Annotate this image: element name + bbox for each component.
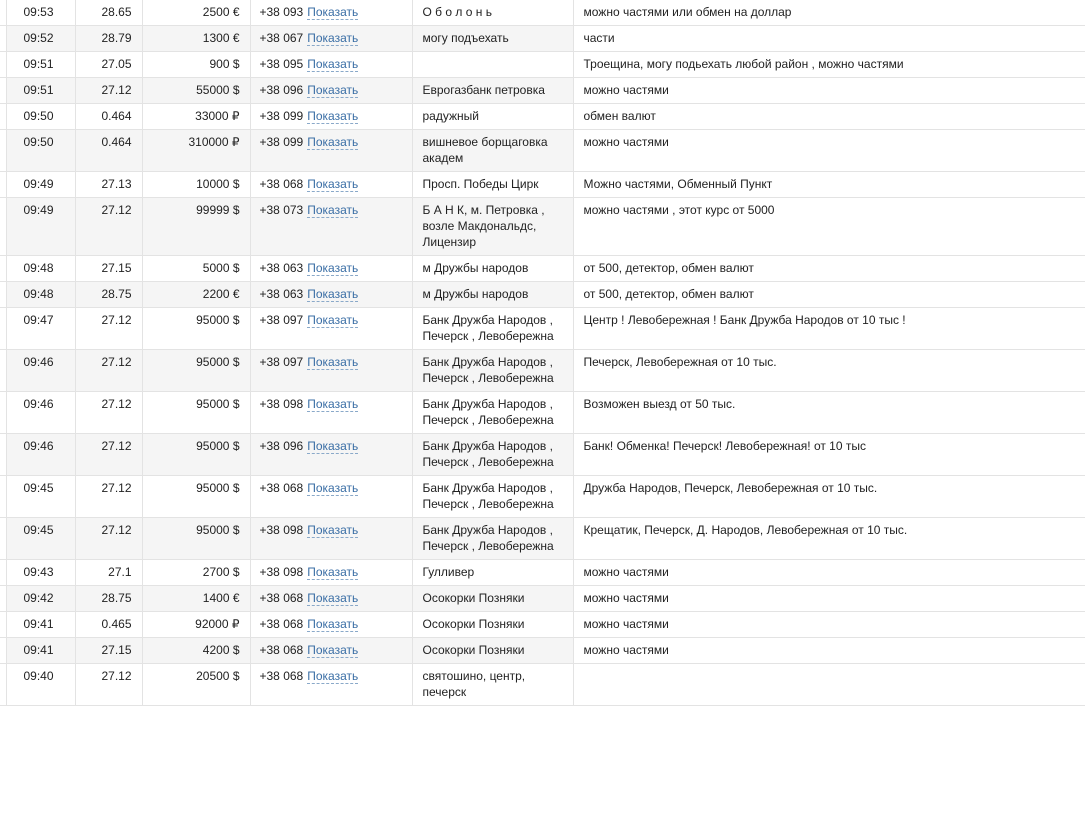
location-cell: могу подъехать bbox=[412, 26, 573, 52]
location-cell: Осокорки Позняки bbox=[412, 586, 573, 612]
phone-prefix: +38 068 bbox=[259, 481, 304, 495]
note-cell: Крещатик, Печерск, Д. Народов, Левобережная от 10 тыс. bbox=[573, 518, 1085, 560]
amount-cell: 10000 $ bbox=[142, 172, 250, 198]
rate-cell: 27.15 bbox=[75, 638, 142, 664]
phone-prefix: +38 068 bbox=[259, 669, 304, 683]
time-cell: 09:52 bbox=[6, 26, 75, 52]
table-row bbox=[0, 518, 1085, 560]
note-cell: можно частями bbox=[573, 612, 1085, 638]
rate-cell: 27.13 bbox=[75, 172, 142, 198]
table-row bbox=[0, 282, 1085, 308]
phone-prefix: +38 096 bbox=[259, 83, 304, 97]
amount-cell: 92000 ₽ bbox=[142, 612, 250, 638]
phone-prefix: +38 068 bbox=[259, 643, 304, 657]
note-cell: от 500, детектор, обмен валют bbox=[573, 256, 1085, 282]
location-cell: Банк Дружба Народов , Печерск , Левобережна bbox=[412, 434, 573, 476]
note-cell: Можно частями, Обменный Пункт bbox=[573, 172, 1085, 198]
table-row bbox=[0, 664, 1085, 706]
table-row bbox=[0, 638, 1085, 664]
time-cell: 09:41 bbox=[6, 612, 75, 638]
table-row bbox=[0, 476, 1085, 518]
table-row bbox=[0, 172, 1085, 198]
show-phone-link[interactable]: Показать bbox=[307, 203, 359, 217]
rate-cell: 27.05 bbox=[75, 52, 142, 78]
location-cell: Просп. Победы Цирк bbox=[412, 172, 573, 198]
phone-cell bbox=[250, 560, 412, 586]
note-cell: части bbox=[573, 26, 1085, 52]
phone-cell bbox=[250, 198, 412, 256]
amount-cell: 95000 $ bbox=[142, 350, 250, 392]
phone-cell bbox=[250, 392, 412, 434]
location-cell: Банк Дружба Народов , Печерск , Левобережна bbox=[412, 392, 573, 434]
location-cell: Банк Дружба Народов , Печерск , Левобережна bbox=[412, 308, 573, 350]
time-cell: 09:43 bbox=[6, 560, 75, 586]
phone-prefix: +38 068 bbox=[259, 617, 304, 631]
amount-cell: 2700 $ bbox=[142, 560, 250, 586]
rate-cell: 0.464 bbox=[75, 104, 142, 130]
table-row bbox=[0, 586, 1085, 612]
time-cell: 09:50 bbox=[6, 104, 75, 130]
note-cell bbox=[573, 664, 1085, 706]
phone-prefix: +38 097 bbox=[259, 355, 304, 369]
location-cell: Гулливер bbox=[412, 560, 573, 586]
table-row bbox=[0, 612, 1085, 638]
time-cell: 09:48 bbox=[6, 256, 75, 282]
rate-cell: 27.12 bbox=[75, 392, 142, 434]
amount-cell: 95000 $ bbox=[142, 434, 250, 476]
rate-cell: 0.464 bbox=[75, 130, 142, 172]
table-row bbox=[0, 198, 1085, 256]
time-cell: 09:46 bbox=[6, 392, 75, 434]
location-cell: О б о л о н ь bbox=[412, 0, 573, 26]
show-phone-link[interactable]: Показать bbox=[307, 643, 359, 657]
note-cell: можно частями bbox=[573, 78, 1085, 104]
time-cell: 09:46 bbox=[6, 350, 75, 392]
phone-prefix: +38 068 bbox=[259, 177, 304, 191]
note-cell: можно частями bbox=[573, 586, 1085, 612]
phone-prefix: +38 073 bbox=[259, 203, 304, 217]
time-cell: 09:49 bbox=[6, 198, 75, 256]
time-cell: 09:48 bbox=[6, 282, 75, 308]
note-cell: Печерск, Левобережная от 10 тыс. bbox=[573, 350, 1085, 392]
location-cell: радужный bbox=[412, 104, 573, 130]
table-row bbox=[0, 104, 1085, 130]
table-row bbox=[0, 560, 1085, 586]
rate-cell: 27.12 bbox=[75, 434, 142, 476]
show-phone-link[interactable]: Показать bbox=[307, 287, 359, 301]
amount-cell: 1300 € bbox=[142, 26, 250, 52]
phone-cell bbox=[250, 308, 412, 350]
location-cell: Осокорки Позняки bbox=[412, 612, 573, 638]
location-cell bbox=[412, 52, 573, 78]
table-row bbox=[0, 0, 1085, 26]
phone-prefix: +38 068 bbox=[259, 591, 304, 605]
show-phone-link[interactable]: Показать bbox=[307, 397, 359, 411]
time-cell: 09:40 bbox=[6, 664, 75, 706]
phone-prefix: +38 098 bbox=[259, 565, 304, 579]
amount-cell: 95000 $ bbox=[142, 476, 250, 518]
rate-cell: 28.75 bbox=[75, 586, 142, 612]
phone-cell bbox=[250, 282, 412, 308]
phone-cell bbox=[250, 0, 412, 26]
show-phone-link[interactable]: Показать bbox=[307, 57, 359, 71]
amount-cell: 95000 $ bbox=[142, 518, 250, 560]
rate-cell: 27.12 bbox=[75, 308, 142, 350]
note-cell: Банк! Обменка! Печерск! Левобережная! от 10 тыс bbox=[573, 434, 1085, 476]
phone-cell bbox=[250, 664, 412, 706]
phone-cell bbox=[250, 586, 412, 612]
amount-cell: 2500 € bbox=[142, 0, 250, 26]
phone-prefix: +38 063 bbox=[259, 287, 304, 301]
show-phone-link[interactable]: Показать bbox=[307, 565, 359, 579]
note-cell: обмен валют bbox=[573, 104, 1085, 130]
location-cell: Еврогазбанк петровка bbox=[412, 78, 573, 104]
amount-cell: 1400 € bbox=[142, 586, 250, 612]
show-phone-link[interactable]: Показать bbox=[307, 135, 359, 149]
phone-prefix: +38 097 bbox=[259, 313, 304, 327]
phone-prefix: +38 067 bbox=[259, 31, 304, 45]
phone-prefix: +38 098 bbox=[259, 397, 304, 411]
time-cell: 09:45 bbox=[6, 518, 75, 560]
amount-cell: 95000 $ bbox=[142, 308, 250, 350]
time-cell: 09:51 bbox=[6, 52, 75, 78]
note-cell: можно частями bbox=[573, 638, 1085, 664]
rate-cell: 0.465 bbox=[75, 612, 142, 638]
time-cell: 09:47 bbox=[6, 308, 75, 350]
phone-prefix: +38 098 bbox=[259, 523, 304, 537]
phone-cell bbox=[250, 350, 412, 392]
show-phone-link[interactable]: Показать bbox=[307, 5, 359, 19]
amount-cell: 4200 $ bbox=[142, 638, 250, 664]
show-phone-link[interactable]: Показать bbox=[307, 261, 359, 275]
phone-cell bbox=[250, 26, 412, 52]
show-phone-link[interactable]: Показать bbox=[307, 523, 359, 537]
table-row bbox=[0, 350, 1085, 392]
time-cell: 09:49 bbox=[6, 172, 75, 198]
show-phone-link[interactable]: Показать bbox=[307, 355, 359, 369]
time-cell: 09:50 bbox=[6, 130, 75, 172]
show-phone-link[interactable]: Показать bbox=[307, 109, 359, 123]
table-row bbox=[0, 308, 1085, 350]
amount-cell: 310000 ₽ bbox=[142, 130, 250, 172]
show-phone-link[interactable]: Показать bbox=[307, 669, 359, 683]
note-cell: Возможен выезд от 50 тыс. bbox=[573, 392, 1085, 434]
rate-cell: 27.15 bbox=[75, 256, 142, 282]
phone-prefix: +38 096 bbox=[259, 439, 304, 453]
show-phone-link[interactable]: Показать bbox=[307, 313, 359, 327]
rate-cell: 28.75 bbox=[75, 282, 142, 308]
show-phone-link[interactable]: Показать bbox=[307, 83, 359, 97]
amount-cell: 95000 $ bbox=[142, 392, 250, 434]
location-cell: Б А Н К, м. Петровка , возле Макдональдс, Лицензир bbox=[412, 198, 573, 256]
rate-cell: 27.12 bbox=[75, 664, 142, 706]
rate-cell: 27.12 bbox=[75, 350, 142, 392]
phone-prefix: +38 093 bbox=[259, 5, 304, 19]
amount-cell: 99999 $ bbox=[142, 198, 250, 256]
note-cell: Центр ! Левобережная ! Банк Дружба Народов от 10 тыс ! bbox=[573, 308, 1085, 350]
location-cell: м Дружбы народов bbox=[412, 256, 573, 282]
location-cell: вишневое борщаговка академ bbox=[412, 130, 573, 172]
phone-prefix: +38 099 bbox=[259, 109, 304, 123]
time-cell: 09:51 bbox=[6, 78, 75, 104]
table-row bbox=[0, 52, 1085, 78]
time-cell: 09:41 bbox=[6, 638, 75, 664]
amount-cell: 20500 $ bbox=[142, 664, 250, 706]
phone-cell bbox=[250, 130, 412, 172]
table-row bbox=[0, 256, 1085, 282]
time-cell: 09:45 bbox=[6, 476, 75, 518]
rate-cell: 28.79 bbox=[75, 26, 142, 52]
show-phone-link[interactable]: Показать bbox=[307, 439, 359, 453]
amount-cell: 5000 $ bbox=[142, 256, 250, 282]
location-cell: Банк Дружба Народов , Печерск , Левобережна bbox=[412, 476, 573, 518]
phone-cell bbox=[250, 52, 412, 78]
phone-cell bbox=[250, 256, 412, 282]
note-cell: можно частями bbox=[573, 130, 1085, 172]
amount-cell: 33000 ₽ bbox=[142, 104, 250, 130]
location-cell: Осокорки Позняки bbox=[412, 638, 573, 664]
rate-cell: 27.12 bbox=[75, 78, 142, 104]
note-cell: можно частями или обмен на доллар bbox=[573, 0, 1085, 26]
location-cell: святошино, центр, печерск bbox=[412, 664, 573, 706]
note-cell: можно частями bbox=[573, 560, 1085, 586]
table-row bbox=[0, 130, 1085, 172]
table-row bbox=[0, 392, 1085, 434]
phone-cell bbox=[250, 612, 412, 638]
time-cell: 09:42 bbox=[6, 586, 75, 612]
note-cell: Дружба Народов, Печерск, Левобережная от 10 тыс. bbox=[573, 476, 1085, 518]
show-phone-link[interactable]: Показать bbox=[307, 31, 359, 45]
phone-cell bbox=[250, 434, 412, 476]
phone-cell bbox=[250, 518, 412, 560]
table-row bbox=[0, 78, 1085, 104]
note-cell: Троещина, могу подьехать любой район , можно частями bbox=[573, 52, 1085, 78]
show-phone-link[interactable]: Показать bbox=[307, 617, 359, 631]
location-cell: м Дружбы народов bbox=[412, 282, 573, 308]
amount-cell: 900 $ bbox=[142, 52, 250, 78]
phone-cell bbox=[250, 638, 412, 664]
rate-cell: 27.12 bbox=[75, 518, 142, 560]
show-phone-link[interactable]: Показать bbox=[307, 177, 359, 191]
phone-cell bbox=[250, 476, 412, 518]
rate-cell: 27.1 bbox=[75, 560, 142, 586]
amount-cell: 2200 € bbox=[142, 282, 250, 308]
phone-cell bbox=[250, 104, 412, 130]
rate-cell: 27.12 bbox=[75, 198, 142, 256]
table-row bbox=[0, 434, 1085, 476]
location-cell: Банк Дружба Народов , Печерск , Левобережна bbox=[412, 350, 573, 392]
show-phone-link[interactable]: Показать bbox=[307, 591, 359, 605]
amount-cell: 55000 $ bbox=[142, 78, 250, 104]
phone-cell bbox=[250, 78, 412, 104]
table-row bbox=[0, 26, 1085, 52]
time-cell: 09:46 bbox=[6, 434, 75, 476]
phone-prefix: +38 095 bbox=[259, 57, 304, 71]
note-cell: можно частями , этот курс от 5000 bbox=[573, 198, 1085, 256]
phone-prefix: +38 099 bbox=[259, 135, 304, 149]
location-cell: Банк Дружба Народов , Печерск , Левобережна bbox=[412, 518, 573, 560]
phone-prefix: +38 063 bbox=[259, 261, 304, 275]
phone-cell bbox=[250, 172, 412, 198]
rate-cell: 27.12 bbox=[75, 476, 142, 518]
show-phone-link[interactable]: Показать bbox=[307, 481, 359, 495]
rate-cell: 28.65 bbox=[75, 0, 142, 26]
note-cell: от 500, детектор, обмен валют bbox=[573, 282, 1085, 308]
time-cell: 09:53 bbox=[6, 0, 75, 26]
